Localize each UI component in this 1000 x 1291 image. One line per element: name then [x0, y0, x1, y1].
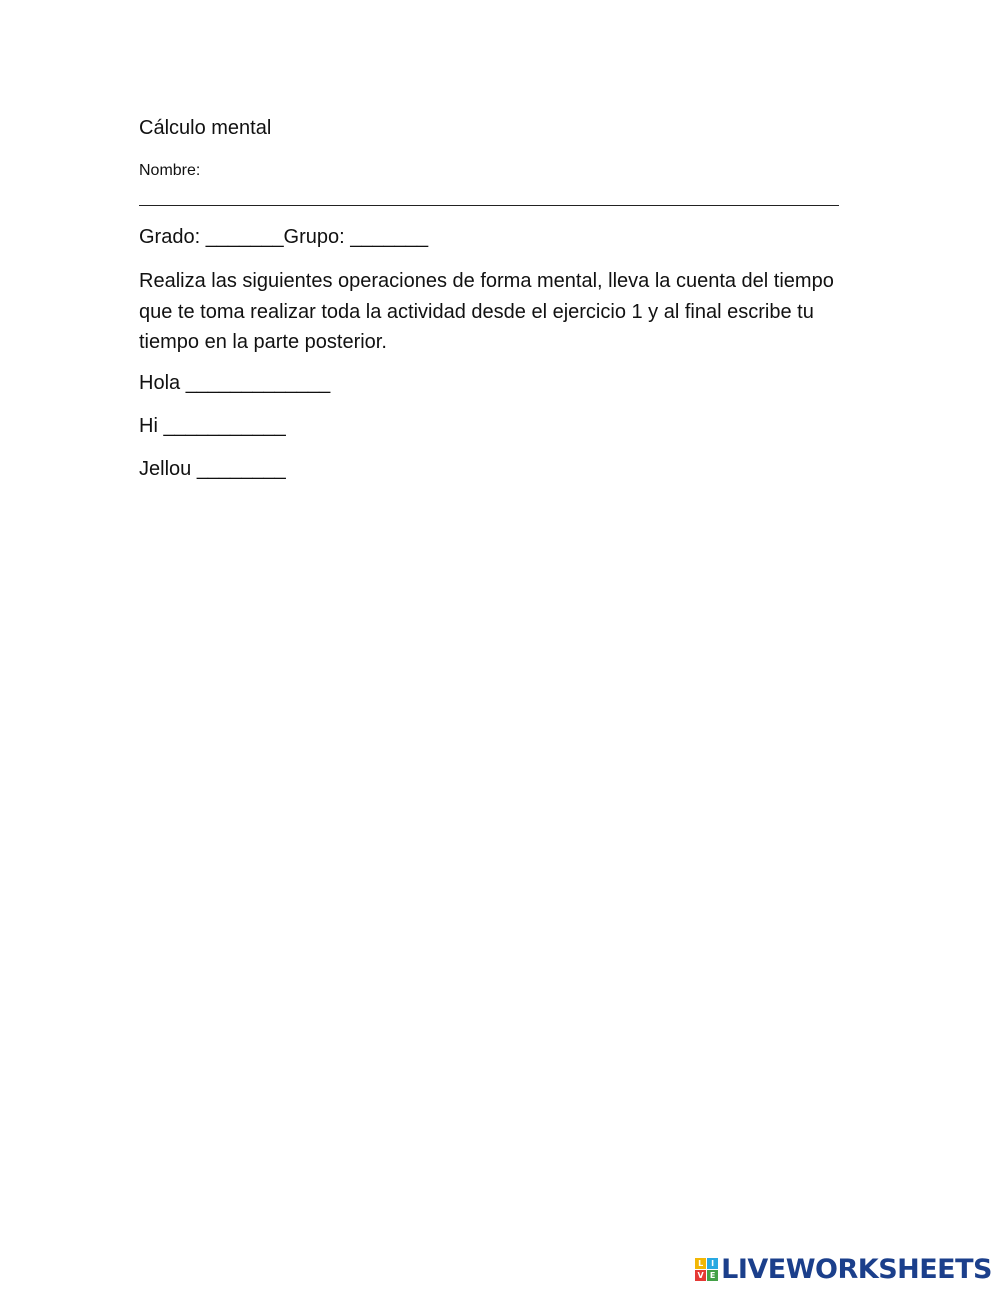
instructions-paragraph: Realiza las siguientes operaciones de forma mental, lleva la cuenta del tiempo que te toma realizar toda la actividad desde el ejercicio 1 y al final escribe tu tiempo en la parte posterior.	[139, 270, 834, 353]
exercise-line-hola: Hola _____________	[139, 372, 331, 394]
logo-square-i: I	[707, 1258, 718, 1269]
exercise-line-jellou: Jellou ________	[139, 458, 286, 480]
logo-square-v: V	[695, 1270, 706, 1281]
nombre-label: Nombre:	[139, 162, 201, 179]
nombre-answer-line[interactable]	[139, 205, 839, 206]
logo-square-l: L	[695, 1258, 706, 1269]
worksheet-title: Cálculo mental	[139, 117, 272, 139]
exercise-line-hi: Hi ___________	[139, 415, 286, 437]
logo-square-e: E	[707, 1270, 718, 1281]
logo-squares-icon	[695, 1258, 718, 1281]
logo-wordmark: LIVEWORKSHEETS	[721, 1253, 992, 1285]
liveworksheets-logo	[695, 1252, 992, 1286]
grado-grupo-row: Grado: _______Grupo: _______	[139, 226, 429, 248]
